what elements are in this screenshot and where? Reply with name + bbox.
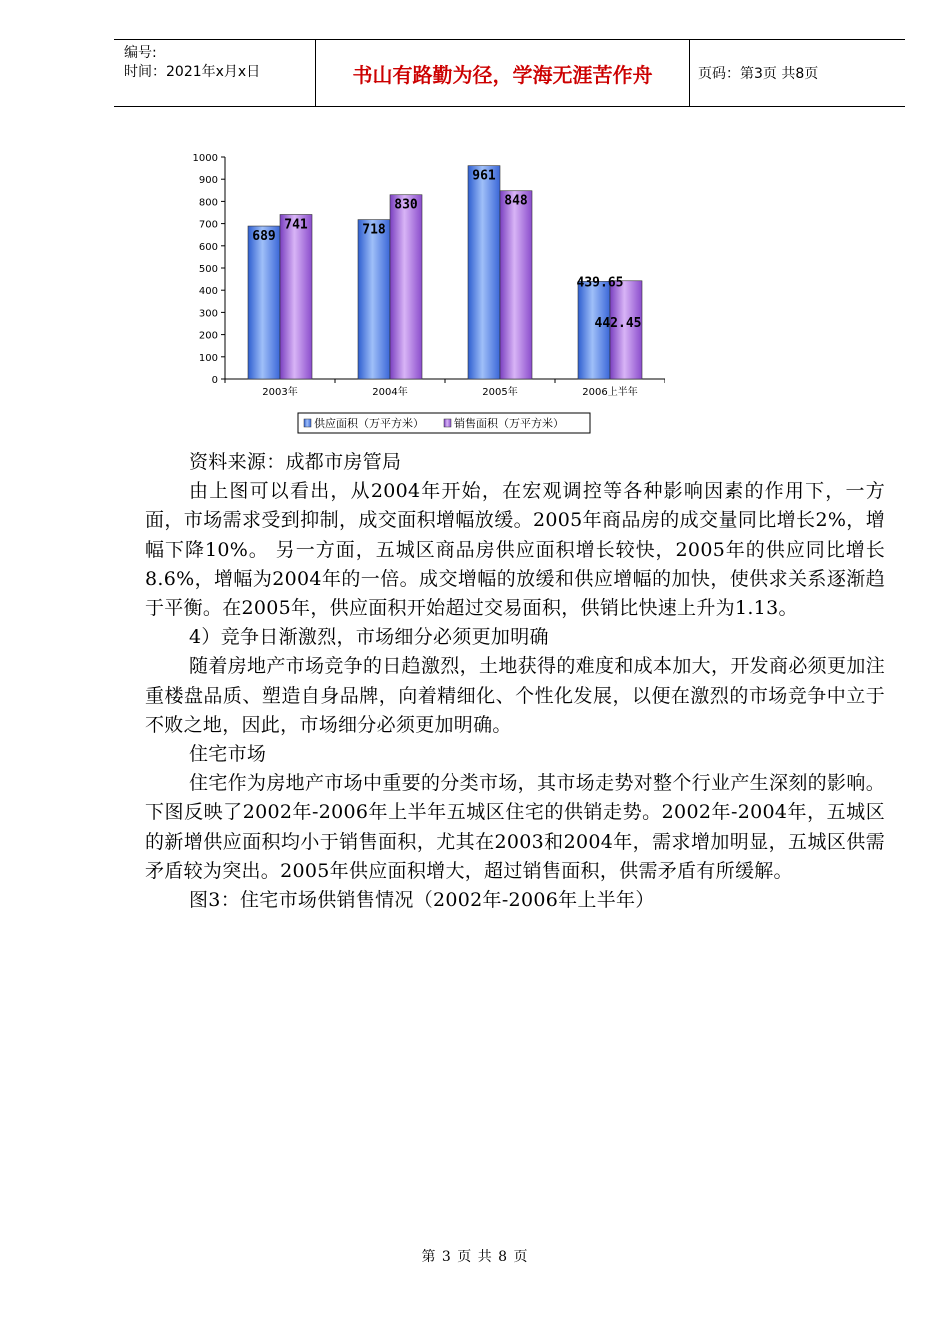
- y-tick-label: 600: [198, 241, 218, 253]
- y-tick-label: 800: [198, 197, 218, 209]
- bar-supply: [468, 166, 500, 379]
- data-label: 442.45: [594, 315, 642, 331]
- legend-label-supply: 供应面积（万平方米）: [314, 417, 424, 430]
- x-tick-label: 2003年: [262, 387, 298, 398]
- page-header: [114, 39, 905, 107]
- data-label: 689: [252, 229, 276, 245]
- chart-bars: [248, 166, 642, 379]
- paragraph-competition: 随着房地产市场竞争的日趋激烈，土地获得的难度和成本加大，开发商必须更加注重楼盘品质、塑造自身品牌，向着精细化、个性化发展，以便在激烈的市场竞争中立于不败之地，因此，市场细分必须更加明确。: [145, 655, 885, 736]
- section-heading-competition: 4）竞争日渐激烈，市场细分必须更加明确: [189, 626, 549, 649]
- y-tick-label: 400: [198, 286, 218, 298]
- legend-swatch-supply: [304, 419, 311, 427]
- paragraph-analysis: 由上图可以看出，从2004年开始，在宏观调控等各种影响因素的作用下，一方面，市场需求受到抑制，成交面积增幅放缓。2005年商品房的成交量同比增长2%，增幅下降10%。 另一方面，五城区商品房供应面积增长较快，2005年的供应同比增长8.6%，增幅为2004年的一倍。成交增幅的放缓和供应增幅的加快，使供求关系逐渐趋于平衡。在2005年，供应面积开始超过交易面积，供销比快速上升为1.13。: [145, 480, 885, 620]
- y-tick-label: 0: [211, 375, 218, 386]
- data-label: 439.65: [576, 275, 624, 291]
- body-text: [145, 448, 885, 915]
- paragraph-residential: 住宅作为房地产市场中重要的分类市场，其市场走势对整个行业产生深刻的影响。下图反映了2002年-2006年上半年五城区住宅的供销走势。2002年-2004年，五城区的新增供应面积均小于销售面积，尤其在2003和2004年，需求增加明显，五城区供需矛盾较为突出。2005年供应面积增大，超过销售面积，供需矛盾有所缓解。: [145, 772, 885, 882]
- y-tick-label: 1000: [192, 153, 218, 164]
- y-tick-label: 900: [198, 175, 218, 187]
- source-note: 资料来源：成都市房管局: [189, 451, 402, 473]
- serial-number-label: 编号:: [124, 45, 157, 61]
- y-tick-label: 100: [198, 352, 218, 364]
- bar-supply: [248, 226, 280, 379]
- legend-swatch-sales: [444, 419, 451, 427]
- figure-caption: 图3：住宅市场供销售情况（2002年-2006年上半年）: [189, 889, 655, 912]
- header-page-number: 页码：第3页 共8页: [698, 66, 819, 82]
- data-label: 961: [472, 168, 496, 184]
- chart-legend: [298, 413, 590, 433]
- x-tick-label: 2004年: [372, 387, 408, 398]
- x-tick-label: 2006上半年: [582, 387, 638, 398]
- supply-sales-bar-chart: [185, 145, 665, 437]
- header-motto: 书山有路勤为径，学海无涯苦作舟: [316, 40, 690, 106]
- bar-sales: [280, 214, 312, 379]
- data-label: 741: [284, 217, 308, 233]
- page-footer: 第 3 页 共 8 页: [421, 1249, 529, 1265]
- y-tick-label: 700: [198, 219, 218, 231]
- y-tick-label: 300: [198, 308, 218, 320]
- header-meta: [114, 40, 316, 106]
- bar-sales: [390, 195, 422, 379]
- data-label: 830: [394, 197, 418, 213]
- time-label: 时间：2021年x月x日: [124, 64, 261, 80]
- data-label: 718: [362, 222, 386, 238]
- y-tick-label: 500: [198, 264, 218, 275]
- y-tick-label: 200: [198, 330, 218, 342]
- legend-label-sales: 销售面积（万平方米）: [454, 417, 564, 430]
- data-label: 848: [504, 193, 528, 209]
- bar-supply: [358, 220, 390, 379]
- bar-sales: [500, 191, 532, 379]
- section-heading-residential: 住宅市场: [189, 743, 267, 766]
- x-tick-label: 2005年: [482, 387, 518, 398]
